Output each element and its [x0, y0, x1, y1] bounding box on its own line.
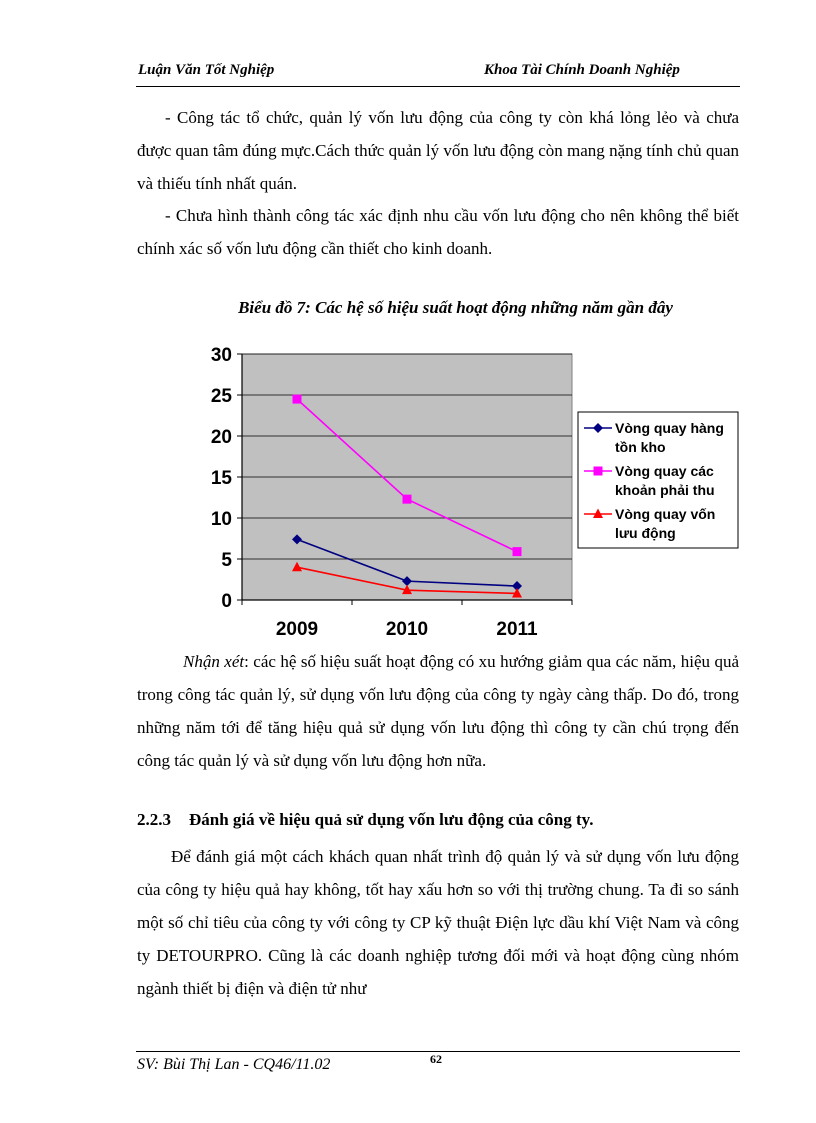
y-tick-label: 5 — [221, 550, 232, 571]
paragraph-2: - Chưa hình thành công tác xác định nhu cầu vốn lưu động cho nên không thể biết chính xác số vốn lưu động cần thiết cho kinh doanh. — [137, 206, 739, 258]
y-tick-label: 10 — [210, 509, 232, 530]
section-number: 2.2.3 — [137, 810, 171, 829]
section-heading — [137, 810, 593, 830]
header-rule — [136, 86, 740, 87]
x-tick-label: 2009 — [275, 619, 319, 640]
header-left: Luận Văn Tốt Nghiệp — [138, 62, 275, 78]
line-chart — [190, 333, 750, 643]
y-tick-label: 20 — [210, 427, 232, 448]
y-tick-label: 15 — [210, 468, 232, 489]
data-point — [513, 547, 522, 556]
legend-marker — [594, 467, 603, 476]
legend-label: Vòng quay vốn — [615, 506, 716, 522]
paragraph-1: - Công tác tổ chức, quản lý vốn lưu động của công ty còn khá lỏng lẻo và chưa được quan tâm đúng mực.Cách thức quản lý vốn lưu động còn mang nặng tính chủ quan và thiếu tính nhất quán. — [137, 108, 739, 193]
page-number: 62 — [430, 1052, 442, 1066]
data-point — [293, 395, 302, 404]
header-right: Khoa Tài Chính Doanh Nghiệp — [484, 62, 680, 78]
x-tick-label: 2011 — [496, 619, 538, 640]
legend-label: lưu động — [615, 525, 676, 541]
data-point — [403, 495, 412, 504]
y-tick-label: 25 — [210, 386, 232, 407]
y-tick-label: 0 — [221, 591, 232, 612]
x-tick-label: 2010 — [385, 619, 429, 640]
paragraph-4: Để đánh giá một cách khách quan nhất trình độ quản lý và sử dụng vốn lưu động của công ty hiệu quả hay không, tốt hay xấu hơn so với thị trường chung. Ta đi so sánh một số chỉ tiêu của công ty với công ty CP kỹ thuật Điện lực dầu khí Việt Nam và công ty DETOURPRO. Cũng là các doanh nghiệp tương đối mới và hoạt động cùng nhóm ngành thiết bị điện và điện tử như — [137, 847, 739, 998]
paragraph-comment — [137, 645, 739, 777]
footer-author: SV: Bùi Thị Lan - CQ46/11.02 — [137, 1056, 331, 1073]
chart-caption: Biểu đồ 7: Các hệ số hiệu suất hoạt động những năm gần đây — [238, 298, 673, 317]
legend-label: tồn kho — [615, 439, 666, 455]
comment-lead: Nhận xét — [183, 652, 245, 671]
legend-label: Vòng quay hàng — [615, 420, 724, 436]
section-title: Đánh giá về hiệu quả sử dụng vốn lưu động của công ty. — [189, 810, 594, 829]
comment-body: : các hệ số hiệu suất hoạt động có xu hướng giảm qua các năm, hiệu quả trong công tác quản lý, sử dụng vốn lưu động của công ty ngày càng thấp. Do đó, trong những năm tới để tăng hiệu quả sử dụng vốn lưu động thì công ty cần chú trọng đến công tác quản lý và sử dụng vốn lưu động hơn nữa. — [137, 652, 739, 770]
legend-label: Vòng quay các — [615, 463, 714, 479]
legend-label: khoản phải thu — [615, 482, 715, 498]
y-tick-label: 30 — [210, 345, 232, 366]
